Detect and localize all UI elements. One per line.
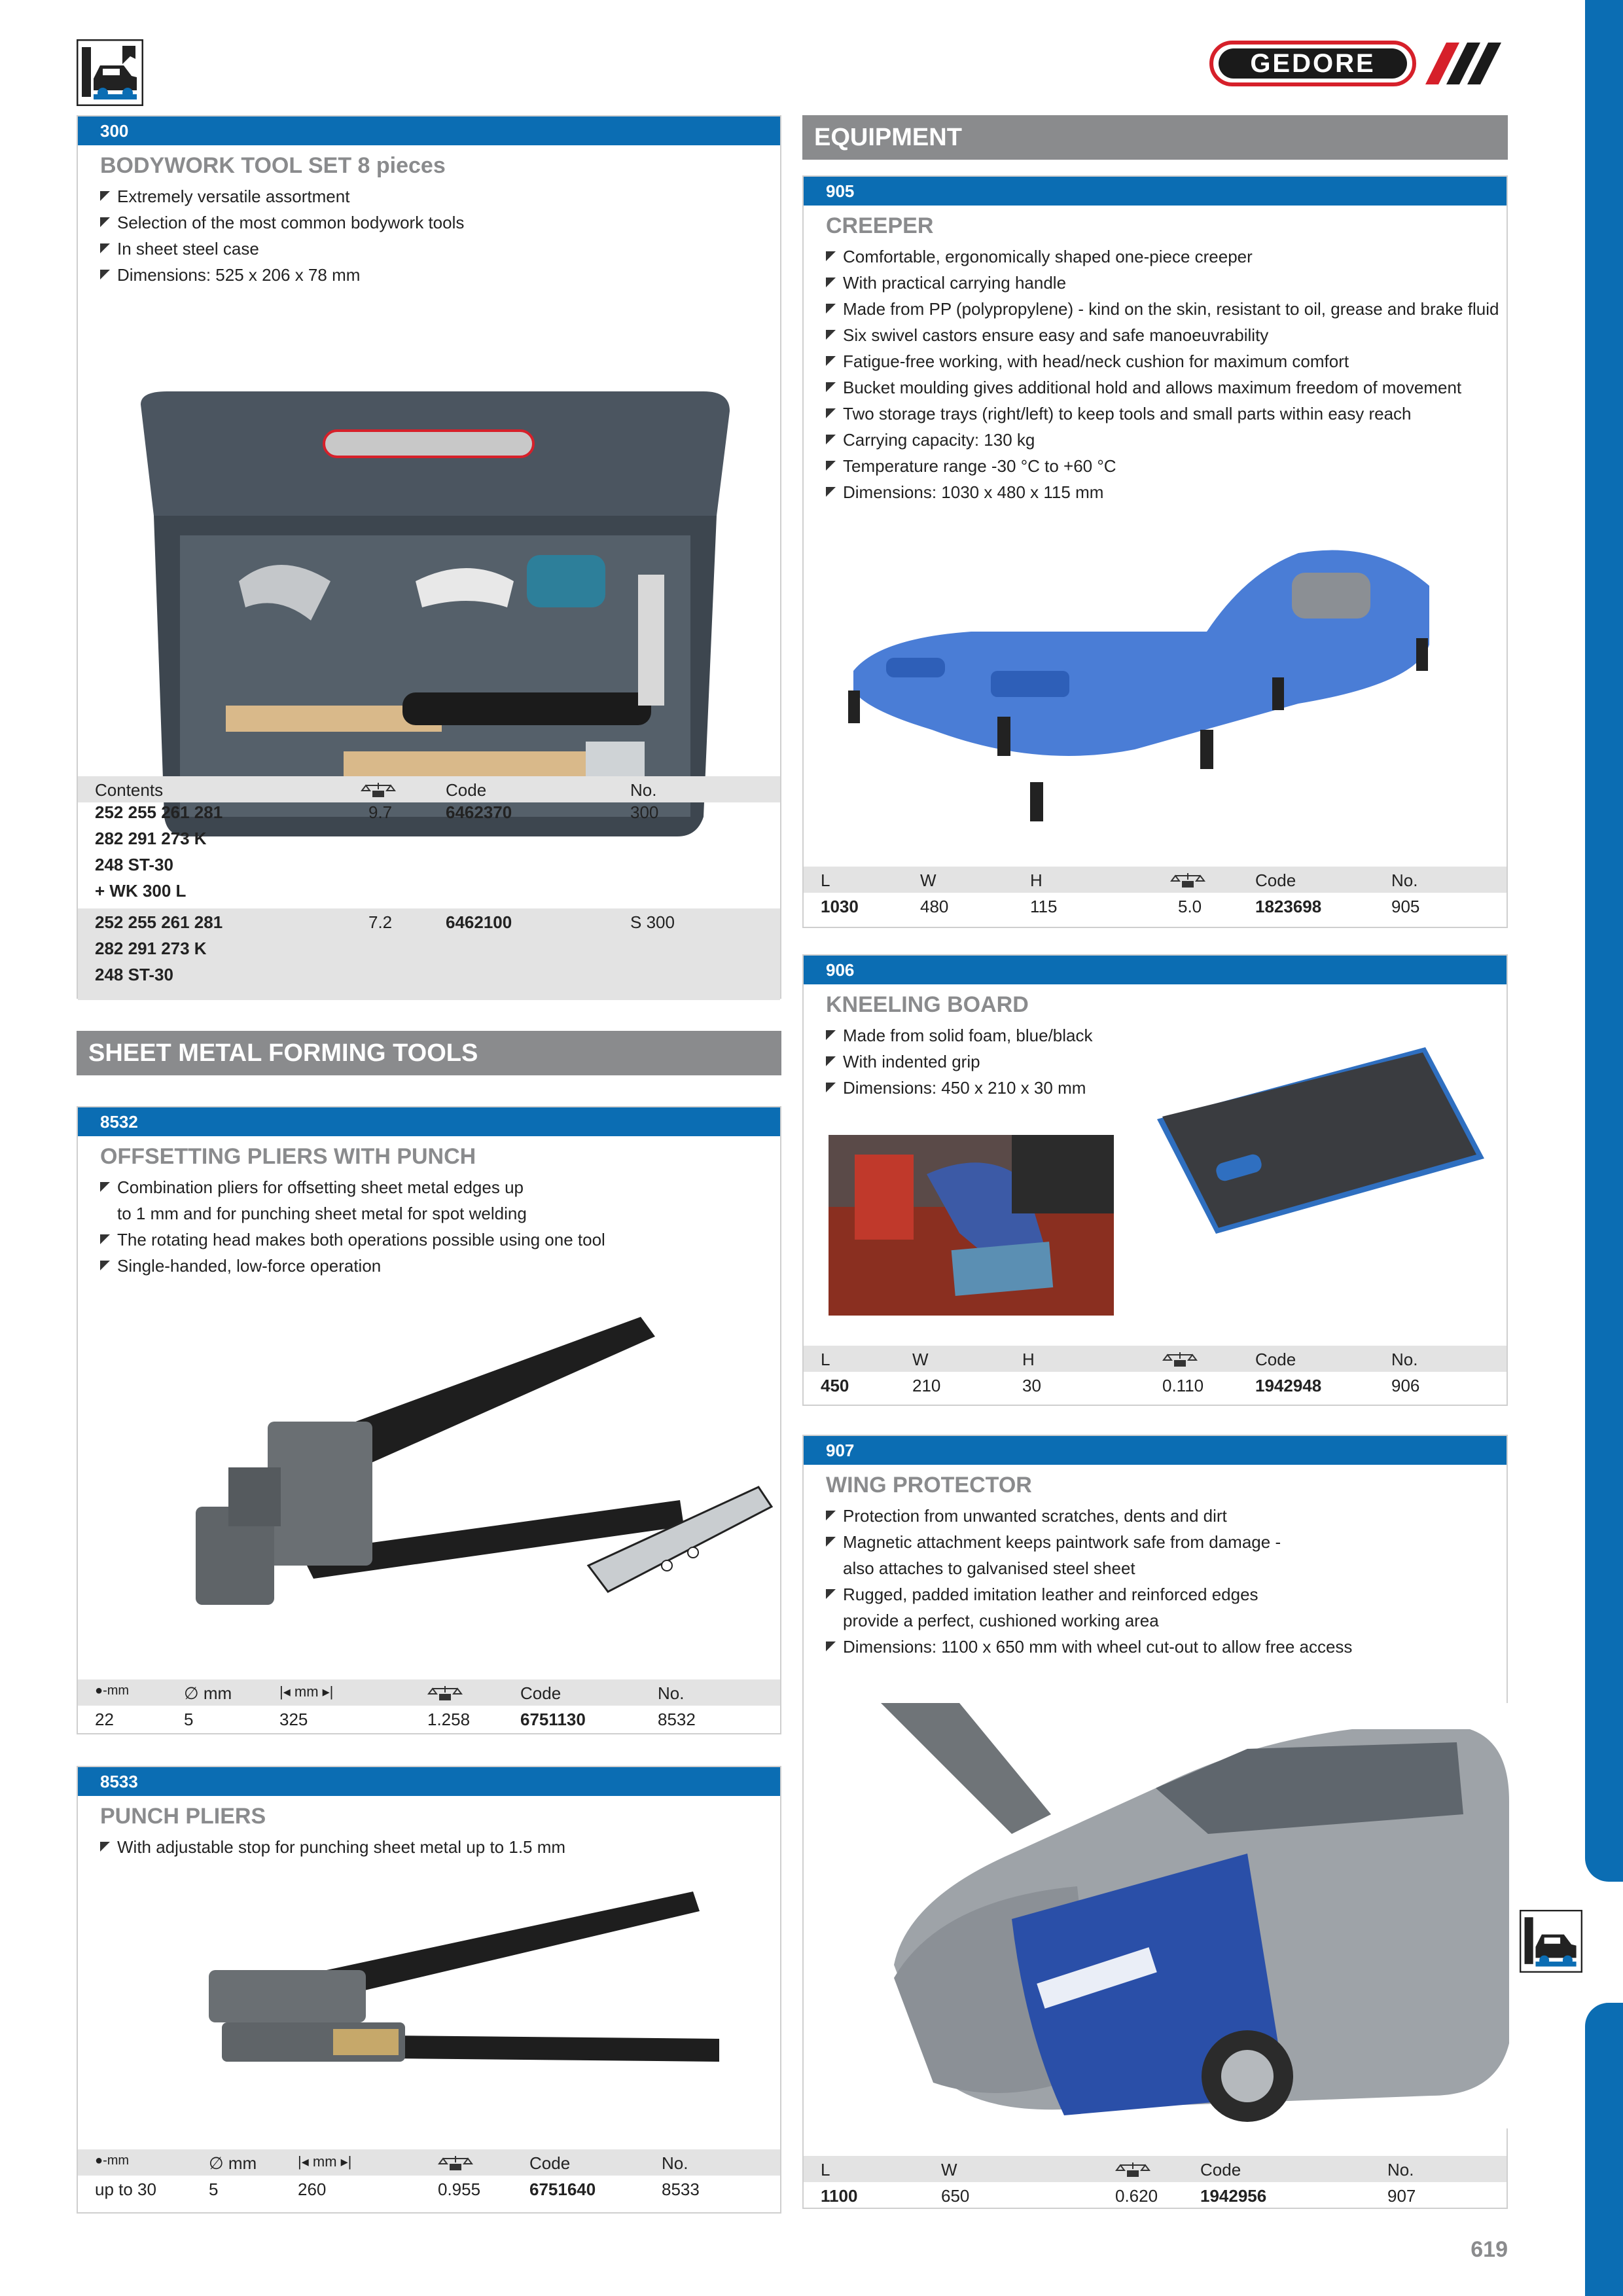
wing-protector-image <box>881 1703 1509 2128</box>
scale-kg-icon <box>438 2155 473 2176</box>
punch-pliers-image <box>196 1872 745 2147</box>
brand-logo-text: GEDORE <box>1250 49 1376 78</box>
product-title: BODYWORK TOOL SET 8 pieces <box>100 153 446 178</box>
col-w: W <box>941 2160 957 2179</box>
scale-kg-icon <box>1162 1351 1198 1372</box>
weight-value: 0.110 <box>1162 1376 1204 1395</box>
feature-item: Combination pliers for offsetting sheet metal edges up to 1 mm and for punching sheet metal for spot welding <box>100 1174 605 1227</box>
col-diameter: ∅ mm <box>209 2153 257 2173</box>
feature-item: With practical carrying handle <box>826 270 1499 296</box>
table-row <box>78 908 780 1000</box>
feature-list <box>826 1503 1352 1660</box>
product-8533 <box>77 1766 781 2214</box>
col-no: No. <box>630 780 657 800</box>
h-value: 30 <box>1022 1376 1041 1395</box>
col-code: Code <box>1200 2160 1241 2179</box>
brand-logo <box>1209 41 1504 86</box>
contents-line: 252 255 261 281 <box>95 802 223 822</box>
col-length: |◂ mm ▸| <box>279 1683 334 1700</box>
spec-table <box>78 2149 780 2202</box>
diameter-value: 5 <box>209 2179 219 2199</box>
contents-line: 248 ST-30 <box>95 965 173 984</box>
length-value: 260 <box>298 2179 327 2199</box>
l-value: 450 <box>821 1376 849 1395</box>
punch-value: up to 30 <box>95 2179 156 2199</box>
feature-item: Dimensions: 1100 x 650 mm with wheel cut-out to allow free access <box>826 1634 1352 1660</box>
l-value: 1030 <box>821 897 859 916</box>
col-code: Code <box>520 1683 562 1703</box>
product-title: KNEELING BOARD <box>826 992 1029 1017</box>
table-row <box>78 1706 780 1732</box>
feature-item: Carrying capacity: 130 kg <box>826 427 1499 453</box>
creeper-image <box>840 533 1469 854</box>
product-title: WING PROTECTOR <box>826 1473 1032 1498</box>
contents-line: 252 255 261 281 <box>95 912 223 932</box>
table-row <box>78 2176 780 2202</box>
col-w: W <box>912 1350 929 1369</box>
product-300 <box>77 115 781 999</box>
spec-table <box>804 1346 1507 1398</box>
col-no: No. <box>1391 1350 1418 1369</box>
feature-item: Dimensions: 1030 x 480 x 115 mm <box>826 479 1499 505</box>
no-value: 8533 <box>662 2179 700 2199</box>
col-punch: ●-mm <box>95 2153 130 2168</box>
feature-item: Made from solid foam, blue/black <box>826 1022 1093 1049</box>
feature-list <box>826 243 1499 505</box>
spec-table <box>78 776 780 1000</box>
product-906 <box>802 954 1508 1406</box>
feature-item: Fatigue-free working, with head/neck cushion for maximum comfort <box>826 348 1499 374</box>
feature-list <box>826 1022 1093 1101</box>
no-value: 300 <box>630 802 659 822</box>
kneeling-board-image <box>1144 1034 1510 1244</box>
spec-header <box>78 776 780 802</box>
feature-item: Bucket moulding gives additional hold and allows maximum freedom of movement <box>826 374 1499 401</box>
col-no: No. <box>1387 2160 1414 2179</box>
feature-item: Six swivel castors ensure easy and safe manoeuvrability <box>826 322 1499 348</box>
product-number: 8532 <box>78 1107 780 1136</box>
feature-list <box>100 1834 565 1860</box>
col-code: Code <box>529 2153 571 2173</box>
product-905 <box>802 175 1508 928</box>
feature-item: In sheet steel case <box>100 236 464 262</box>
product-number: 300 <box>78 117 780 145</box>
col-diameter: ∅ mm <box>184 1683 232 1703</box>
contents-line: 248 ST-30 <box>95 855 173 874</box>
col-h: H <box>1030 870 1043 890</box>
weight-value: 1.258 <box>427 1710 471 1729</box>
contents-line: 282 291 273 K <box>95 939 207 958</box>
scale-kg-icon <box>1115 2161 1150 2183</box>
scale-kg-icon <box>1170 872 1205 893</box>
product-number: 907 <box>804 1436 1507 1465</box>
page-number: 619 <box>1471 2237 1508 2262</box>
side-tab-top <box>1585 0 1623 1882</box>
feature-list <box>100 1174 605 1279</box>
code-value: 1823698 <box>1255 897 1322 916</box>
code-value: 6462370 <box>446 802 512 822</box>
no-value: 907 <box>1387 2186 1416 2206</box>
feature-item: Protection from unwanted scratches, dents and dirt <box>826 1503 1352 1529</box>
col-no: No. <box>1391 870 1418 890</box>
product-number: 905 <box>804 177 1507 206</box>
spec-table <box>78 1679 780 1732</box>
product-907 <box>802 1435 1508 2209</box>
col-punch: ●-mm <box>95 1683 130 1698</box>
col-contents: Contents <box>95 780 164 800</box>
product-8532 <box>77 1106 781 1734</box>
offsetting-pliers-image <box>156 1304 778 1670</box>
weight-value: 9.7 <box>368 802 393 822</box>
col-l: L <box>821 2160 830 2179</box>
spec-table <box>804 867 1507 919</box>
punch-value: 22 <box>95 1710 114 1729</box>
contents-line: 282 291 273 K <box>95 829 207 848</box>
product-title: CREEPER <box>826 213 934 238</box>
col-no: No. <box>658 1683 685 1703</box>
feature-item: Two storage trays (right/left) to keep tools and small parts within easy reach <box>826 401 1499 427</box>
side-tab-bottom <box>1585 2003 1623 2296</box>
weight-value: 7.2 <box>368 912 393 932</box>
table-row <box>804 2182 1507 2208</box>
w-value: 480 <box>920 897 949 916</box>
feature-item: Single-handed, low-force operation <box>100 1253 605 1279</box>
section-equipment: EQUIPMENT <box>802 115 1508 160</box>
spec-header <box>804 867 1507 893</box>
h-value: 115 <box>1030 897 1058 916</box>
no-value: 8532 <box>658 1710 696 1729</box>
feature-item: Extremely versatile assortment <box>100 183 464 209</box>
product-title: OFFSETTING PLIERS WITH PUNCH <box>100 1144 476 1169</box>
spec-table <box>804 2156 1507 2208</box>
col-length: |◂ mm ▸| <box>298 2153 352 2170</box>
spec-header <box>78 1679 780 1706</box>
product-number: 906 <box>804 956 1507 984</box>
table-row <box>804 1372 1507 1398</box>
code-value: 6751130 <box>520 1710 586 1729</box>
no-value: 905 <box>1391 897 1420 916</box>
feature-item: Selection of the most common bodywork tools <box>100 209 464 236</box>
feature-item: Made from PP (polypropylene) - kind on the skin, resistant to oil, grease and brake fluid <box>826 296 1499 322</box>
col-w: W <box>920 870 936 890</box>
col-code: Code <box>1255 870 1296 890</box>
section-sheet-metal: SHEET METAL FORMING TOOLS <box>77 1031 781 1075</box>
w-value: 650 <box>941 2186 970 2206</box>
spec-header <box>804 1346 1507 1372</box>
col-l: L <box>821 1350 830 1369</box>
product-number: 8533 <box>78 1767 780 1796</box>
col-no: No. <box>662 2153 688 2173</box>
feature-item: Magnetic attachment keeps paintwork safe from damage - also attaches to galvanised steel sheet <box>826 1529 1352 1581</box>
length-value: 325 <box>279 1710 308 1729</box>
col-code: Code <box>446 780 487 800</box>
feature-item: Dimensions: 450 x 210 x 30 mm <box>826 1075 1093 1101</box>
feature-item: Comfortable, ergonomically shaped one-piece creeper <box>826 243 1499 270</box>
diameter-value: 5 <box>184 1710 194 1729</box>
weight-value: 5.0 <box>1178 897 1202 916</box>
car-service-icon <box>77 39 143 106</box>
weight-value: 0.955 <box>438 2179 481 2199</box>
code-value: 6462100 <box>446 912 512 932</box>
scale-kg-icon <box>361 781 396 803</box>
w-value: 210 <box>912 1376 941 1395</box>
weight-value: 0.620 <box>1115 2186 1158 2206</box>
table-row <box>804 893 1507 919</box>
side-car-service-icon <box>1520 1910 1582 1973</box>
l-value: 1100 <box>821 2186 858 2206</box>
feature-item: With indented grip <box>826 1049 1093 1075</box>
kneeling-photo <box>829 1135 1114 1316</box>
col-code: Code <box>1255 1350 1296 1369</box>
spec-header <box>804 2156 1507 2182</box>
spec-header <box>78 2149 780 2176</box>
no-value: 906 <box>1391 1376 1420 1395</box>
feature-item: Rugged, padded imitation leather and reinforced edges provide a perfect, cushioned working area <box>826 1581 1352 1634</box>
code-value: 1942948 <box>1255 1376 1322 1395</box>
contents-line: + WK 300 L <box>95 881 187 901</box>
feature-item: With adjustable stop for punching sheet metal up to 1.5 mm <box>100 1834 565 1860</box>
no-value: S 300 <box>630 912 675 932</box>
table-row <box>78 802 780 908</box>
code-value: 6751640 <box>529 2179 596 2199</box>
col-l: L <box>821 870 830 890</box>
feature-item: Dimensions: 525 x 206 x 78 mm <box>100 262 464 288</box>
col-h: H <box>1022 1350 1035 1369</box>
scale-kg-icon <box>427 1685 463 1706</box>
product-title: PUNCH PLIERS <box>100 1804 266 1829</box>
code-value: 1942956 <box>1200 2186 1267 2206</box>
feature-item: The rotating head makes both operations possible using one tool <box>100 1227 605 1253</box>
feature-list <box>100 183 464 288</box>
feature-item: Temperature range -30 °C to +60 °C <box>826 453 1499 479</box>
